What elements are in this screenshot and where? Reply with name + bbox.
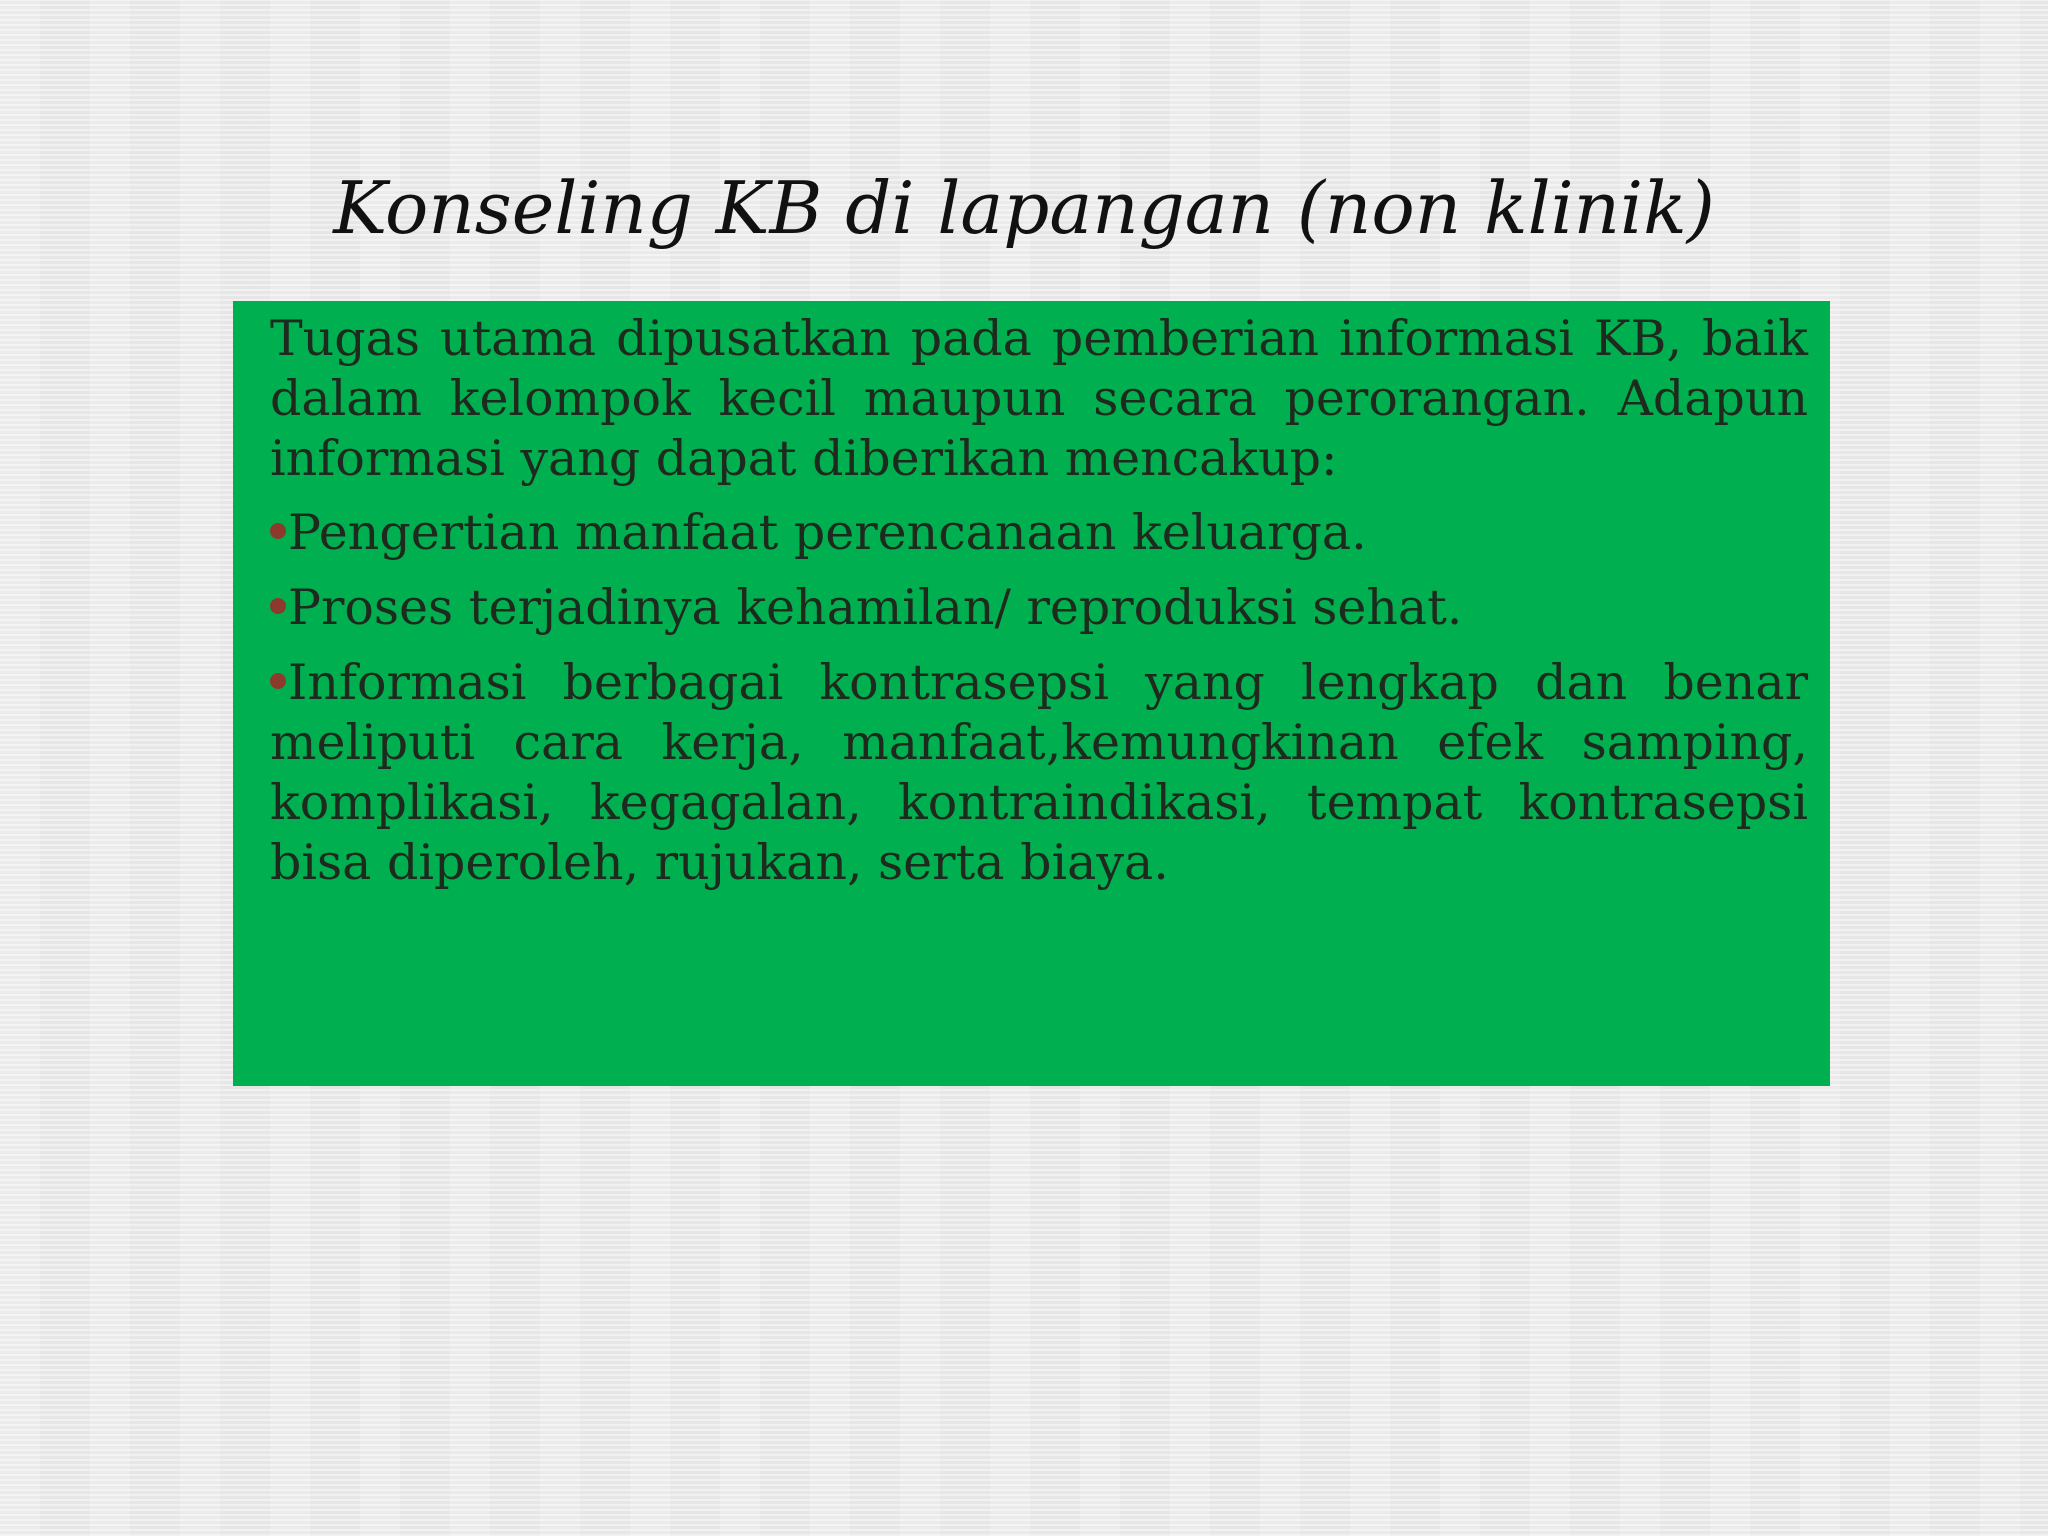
slide-title: Konseling KB di lapangan (non klinik) (333, 166, 1715, 250)
round-bullet-icon (270, 598, 286, 614)
bullet-text: Informasi berbagai kontrasepsi yang lengkap dan benar meliputi cara kerja, manfaat,kemungkinan efek samping, komplikasi, kegagalan, kontraindikasi, tempat kontrasepsi bisa diperoleh, rujukan, serta biaya. (270, 654, 1808, 891)
bullet-text: Pengertian manfaat perencanaan keluarga. (288, 504, 1367, 561)
round-bullet-icon (270, 673, 286, 689)
intro-paragraph: Tugas utama dipusatkan pada pemberian informasi KB, baik dalam kelompok kecil maupun secara perorangan. Adapun informasi yang dapat diberikan mencakup: (270, 310, 1808, 487)
list-item (270, 578, 1808, 638)
list-item (270, 653, 1808, 893)
bullet-list (270, 503, 1808, 893)
content-box (233, 301, 1830, 1086)
list-item (270, 503, 1808, 563)
round-bullet-icon (270, 523, 286, 539)
bullet-text: Proses terjadinya kehamilan/ reproduksi sehat. (288, 579, 1463, 636)
